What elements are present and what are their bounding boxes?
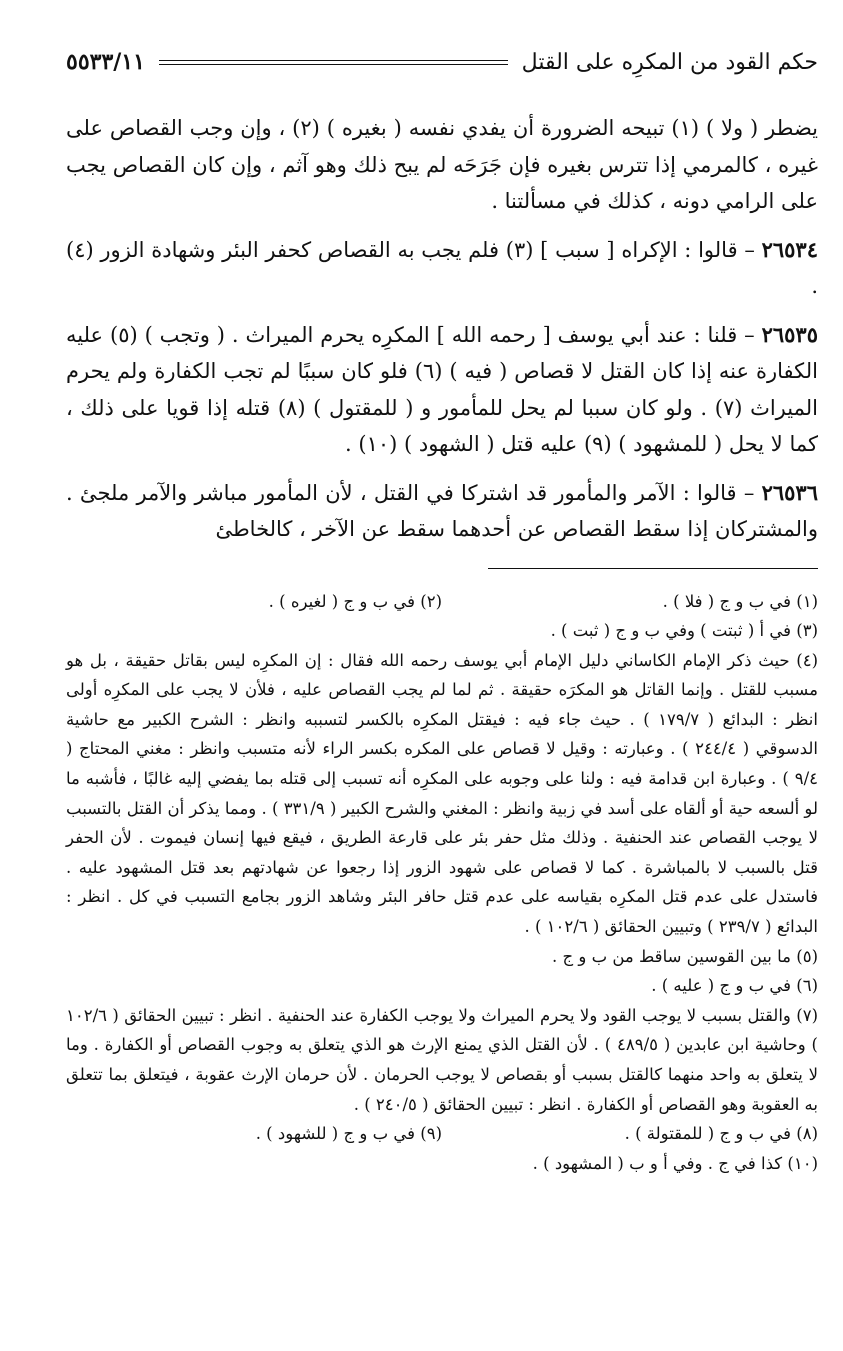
- footnote-5: (٥) ما بين القوسين ساقط من ب و ج .: [552, 946, 818, 966]
- main-text: [66, 110, 818, 548]
- paragraph-text: – قالوا : الإكراه [ سبب ] (٣) فلم يجب به القصاص كحفر البئر وشهادة الزور (٤) .: [66, 237, 818, 298]
- paragraph: [66, 317, 818, 463]
- footnote-6: (٦) في ب و ج ( عليه ) .: [651, 976, 818, 996]
- paragraph: [66, 475, 818, 548]
- footnote-row: [66, 1119, 818, 1149]
- header-rule: [159, 60, 508, 65]
- footnote-3: (٣) في أ ( ثبتت ) وفي ب و ج ( ثبت ) .: [550, 621, 818, 641]
- paragraph-text: – قلنا : عند أبي يوسف [ رحمه الله ] المكرِه يحرم الميراث . ( وتجب ) (٥) عليه الكفارة عنه إذا كان القتل لا قصاص ( فيه ) (٦) فلو كان سببًا لم تجب الكفارة ولم يحرم الميراث (٧) . ولو كان سببا لم يحل للمأمور و ( للمقتول ) (٨) قتله إذا قويا على ذلك ، كما لا يحل ( للمشهود ) (٩) عليه قتل ( الشهود ) (١٠) .: [66, 322, 818, 456]
- paragraph-text: – قالوا : الآمر والمأمور قد اشتركا في القتل ، لأن المأمور مباشر والآمر ملجئ . والمشتركان إذا سقط القصاص عن أحدهما سقط عن الآخر ، كالخاطئ: [66, 480, 818, 541]
- footnote-8: (٨) في ب و ج ( للمقتولة ) .: [624, 1124, 818, 1144]
- footnote-2: (٢) في ب و ج ( لغيره ) .: [268, 591, 442, 611]
- paragraph-text: يضطر ( ولا ) (١) تبيحه الضرورة أن يفدي نفسه ( بغيره ) (٢) ، وإن وجب القصاص على غيره ، كالمرمي إذا تترس بغيره فإن جَرَحَه لم يبح ذلك وهو آثم ، وإن كان القصاص يجب على الرامي دونه ، كذلك في مسألتنا .: [66, 116, 818, 213]
- footnote-row: [66, 587, 818, 617]
- footnotes: [66, 587, 818, 1179]
- paragraph-number: ٢٦٥٣٤: [761, 236, 818, 262]
- paragraph-number: ٢٦٥٣٦: [761, 479, 818, 505]
- paragraph: [66, 232, 818, 305]
- footnote-7: (٧) والقتل بسبب لا يوجب القود ولا يحرم الميراث ولا يوجب الكفارة عند الحنفية . انظر : تبيين الحقائق ( ١٠٢/٦ ) وحاشية ابن عابدين ( ٤٨٩/٥ ) . لأن القتل الذي يمنع الإرث هو الذي يتعلق به وجوب القصاص أو الكفارة . وما لا يتعلق به واحد منهما كالقتل بسبب أو بقصاص لا يوجب الحرمان . لأن حرمان الإرث عقوبة ، فيتعلق بما تتعلق به العقوبة وهو القصاص أو الكفارة . انظر : تبيين الحقائق ( ٢٤٠/٥ ) .: [66, 1005, 818, 1114]
- page-number: ٥٥٣٣/١١: [66, 49, 145, 75]
- footnote-1: (١) في ب و ج ( فلا ) .: [662, 591, 818, 611]
- paragraph: [66, 110, 818, 220]
- footnote-9: (٩) في ب و ج ( للشهود ) .: [255, 1124, 442, 1144]
- document-page: [66, 42, 818, 1178]
- footnote-separator: [488, 568, 818, 569]
- footnote-10: (١٠) كذا في ج . وفي أ و ب ( المشهود ) .: [532, 1153, 818, 1173]
- footnote-4: (٤) حيث ذكر الإمام الكاساني دليل الإمام أبي يوسف رحمه الله فقال : إن المكرِه ليس بقاتل حقيقة ، بل هو مسبب للقتل . وإنما القاتل هو المكرَه حقيقة . ثم لما لم يجب القصاص عليه ، فلأن لا يجب على المكرِه أولى انظر : البدائع ( ١٧٩/٧ ) . حيث جاء فيه : فيقتل المكرِه بالكسر لتسببه وانظر : الشرح الكبير مع حاشية الدسوقي ( ٢٤٤/٤ ) . وعبارته : وقيل لا قصاص على المكره بكسر الراء لأنه متسبب وانظر : مغني المحتاج ( ٩/٤ ) . وعبارة ابن قدامة فيه : ولنا على وجوبه على المكرِه أنه تسبب إلى قتله بما يفضي إليه غالبًا ، فأشبه ما لو ألسعه حية أو ألقاه على أسد في زبية وانظر : المغني والشرح الكبير ( ٣٣١/٩ ) . ومما يذكر أن القتل بالتسبب لا يوجب القصاص عند الحنفية . وذلك مثل حفر بئر على قارعة الطريق ، فيقع فيها إنسان فيموت . لأن الحفر قتل بالسبب لا بالمباشرة . كما لا قصاص على شهود الزور إذا رجعوا عن شهادتهم بعد قتل المشهود عليه . فاستدل على عدم قتل المكرِه بقياسه على عدم قتل حافر البئر وشاهد الزور بجامع التسبب في كل . انظر : البدائع ( ٢٣٩/٧ ) وتبيين الحقائق ( ١٠٢/٦ ) .: [66, 650, 818, 937]
- running-title: حكم القود من المكرِه على القتل: [521, 49, 818, 75]
- paragraph-number: ٢٦٥٣٥: [761, 321, 818, 347]
- running-header: [66, 42, 818, 82]
